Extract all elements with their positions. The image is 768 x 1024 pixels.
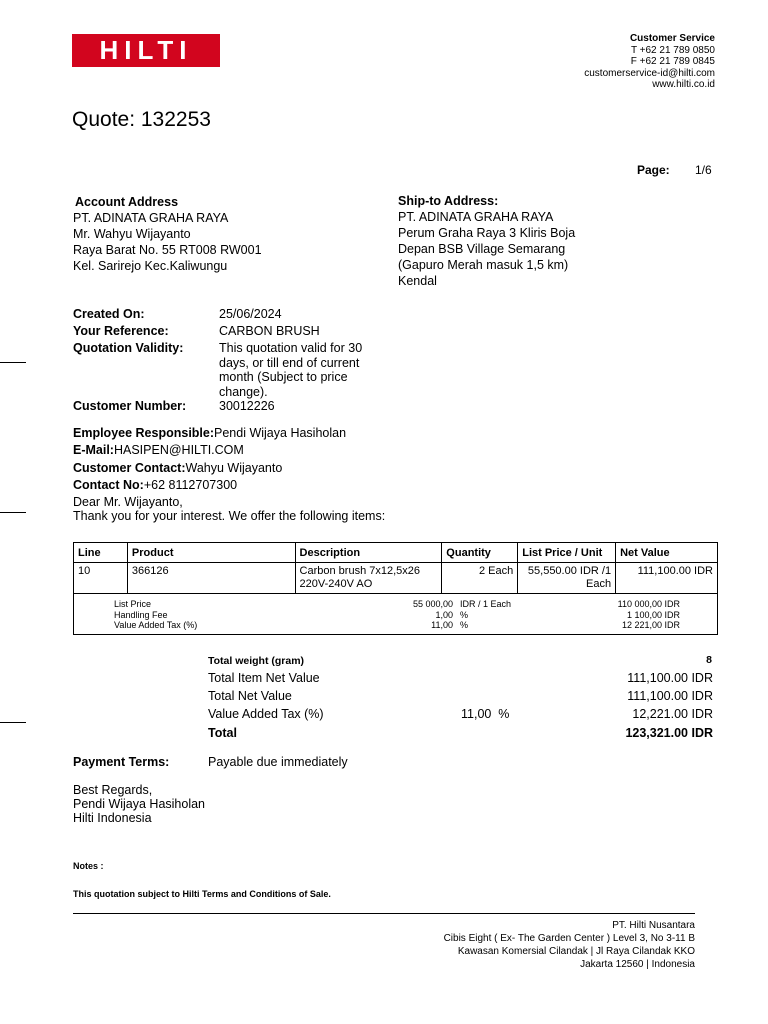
account-address-line: Raya Barat No. 55 RT008 RW001 [73,243,262,257]
closing-line: Pendi Wijaya Hasiholan [73,797,206,811]
employee-label: Employee Responsible: [73,426,215,440]
closing-line: Hilti Indonesia [73,811,152,825]
created-on-value: 25/06/2024 [219,307,282,321]
intro-text: Thank you for your interest. We offer the following items: [73,509,386,523]
payment-terms-value: Payable due immediately [208,755,348,769]
your-reference-value: CARBON BRUSH [219,324,320,338]
customer-number-label: Customer Number: [73,399,187,413]
ship-to-line: Depan BSB Village Semarang [398,242,566,256]
cell-list-price: 55,550.00 IDR /1 Each [518,563,616,594]
contact-no-label: Contact No: [73,478,144,492]
account-address-line: Kel. Sarirejo Kec.Kaliwungu [73,259,228,273]
quote-title: Quote: 132253 [72,108,211,131]
total-net-value: 111,100.00 IDR [627,689,713,703]
footer-line: PT. Hilti Nusantara [612,920,695,931]
customer-number-value: 30012226 [219,399,275,413]
ship-to-line: Kendal [398,274,437,288]
cell-product: 366126 [127,563,295,594]
fold-mark [0,512,26,513]
total-value: 123,321.00 IDR [625,726,713,740]
your-reference-label: Your Reference: [73,324,169,338]
vat-label: Value Added Tax (%) [208,707,324,721]
pricing-label: List Price [114,599,152,609]
footer-line: Kawasan Komersial Cilandak | Jl Raya Cilandak KKO [457,946,695,957]
greeting: Dear Mr. Wijayanto, [73,495,183,509]
ship-to-address [398,193,575,289]
pricing-amount: 1,00 [435,609,453,620]
pricing-amount: 11,00 [431,620,453,630]
col-header-quantity: Quantity [442,543,518,563]
quotation-validity-label: Quotation Validity: [73,341,184,355]
cell-line: 10 [74,563,128,594]
total-item-net-value: 111,100.00 IDR [627,671,713,685]
account-address [73,194,262,274]
employee-responsible [73,426,346,440]
customer-service-fax: F +62 21 789 0845 [630,56,715,67]
ship-to-line: PT. ADINATA GRAHA RAYA [398,210,554,224]
customer-contact-label: Customer Contact: [73,461,186,475]
col-header-description: Description [295,543,442,563]
col-header-product: Product [127,543,295,563]
customer-service-email: customerservice-id@hilti.com [584,67,715,79]
footer-line: Cibis Eight ( Ex- The Garden Center ) Level 3, No 3-11 B [443,933,695,944]
total-net-label: Total Net Value [208,689,292,703]
pricing-unit: IDR / 1 Each [460,599,512,609]
created-on-label: Created On: [73,307,145,321]
pricing-amount: 55 000,00 [412,599,453,609]
customer-service-heading: Customer Service [629,33,715,44]
col-header-net-value: Net Value [616,543,718,563]
ship-to-heading: Ship-to Address: [398,194,499,208]
pricing-value: 110 000,00 IDR [617,599,680,609]
customer-contact-line [73,461,282,475]
total-weight-value: 8 [706,654,712,666]
contact-no-value: +62 8112707300 [143,478,238,492]
logo-text: HILTI [99,35,193,65]
notes-label: Notes : [73,861,104,871]
customer-contact-value: Wahyu Wijayanto [185,461,283,475]
email-line [73,443,244,457]
ship-to-line: Perum Graha Raya 3 Kliris Boja [398,226,576,240]
pricing-breakdown [73,591,718,635]
account-address-line: Mr. Wahyu Wijayanto [73,227,191,241]
customer-service-block [584,33,715,91]
items-table [73,542,718,594]
footer-line: Jakarta 12560 | Indonesia [580,959,695,970]
col-header-line: Line [74,543,128,563]
cell-net-value: 111,100.00 IDR [616,563,718,594]
email-label: E-Mail: [73,443,114,457]
notes-text: This quotation subject to Hilti Terms and Conditions of Sale. [73,889,331,899]
contact-no-line [73,478,237,492]
pricing-unit: % [460,609,469,620]
email-value: HASIPEN@HILTI.COM [113,443,244,457]
customer-service-phone: T +62 21 789 0850 [630,44,715,56]
footer-address [444,919,695,971]
vat-rate: 11,00 % [461,707,510,721]
total-weight-label: Total weight (gram) [208,655,305,667]
page-label: Page: [637,163,670,177]
page-value: 1/6 [695,163,712,177]
table-row [74,563,718,594]
footer-divider [73,913,695,914]
fold-mark [0,362,26,363]
employee-value: Pendi Wijaya Hasiholan [214,426,347,440]
cell-description: Carbon brush 7x12,5x26 220V-240V AO [295,563,442,594]
closing-line: Best Regards, [73,783,153,797]
pricing-label: Handling Fee [114,609,168,620]
col-header-list-price: List Price / Unit [518,543,616,563]
ship-to-line: (Gapuro Merah masuk 1,5 km) [398,258,569,272]
payment-terms-label: Payment Terms: [73,755,170,769]
pricing-value: 1 100,00 IDR [626,609,680,620]
pricing-label: Value Added Tax (%) [114,620,198,630]
cell-quantity: 2 Each [442,563,518,594]
pricing-unit: % [460,620,469,630]
total-item-net-label: Total Item Net Value [208,671,320,685]
fold-mark [0,722,26,723]
vat-value: 12,221.00 IDR [632,707,713,721]
quotation-validity-value: This quotation valid for 30 days, or till end of current month (Subject to price change). [219,341,363,399]
account-address-heading: Account Address [75,195,179,209]
customer-service-web: www.hilti.co.id [652,79,715,90]
account-address-line: PT. ADINATA GRAHA RAYA [73,211,229,225]
table-header-row [74,543,718,563]
hilti-logo [72,34,220,67]
pricing-value: 12 221,00 IDR [621,620,680,630]
total-label: Total [208,726,237,740]
